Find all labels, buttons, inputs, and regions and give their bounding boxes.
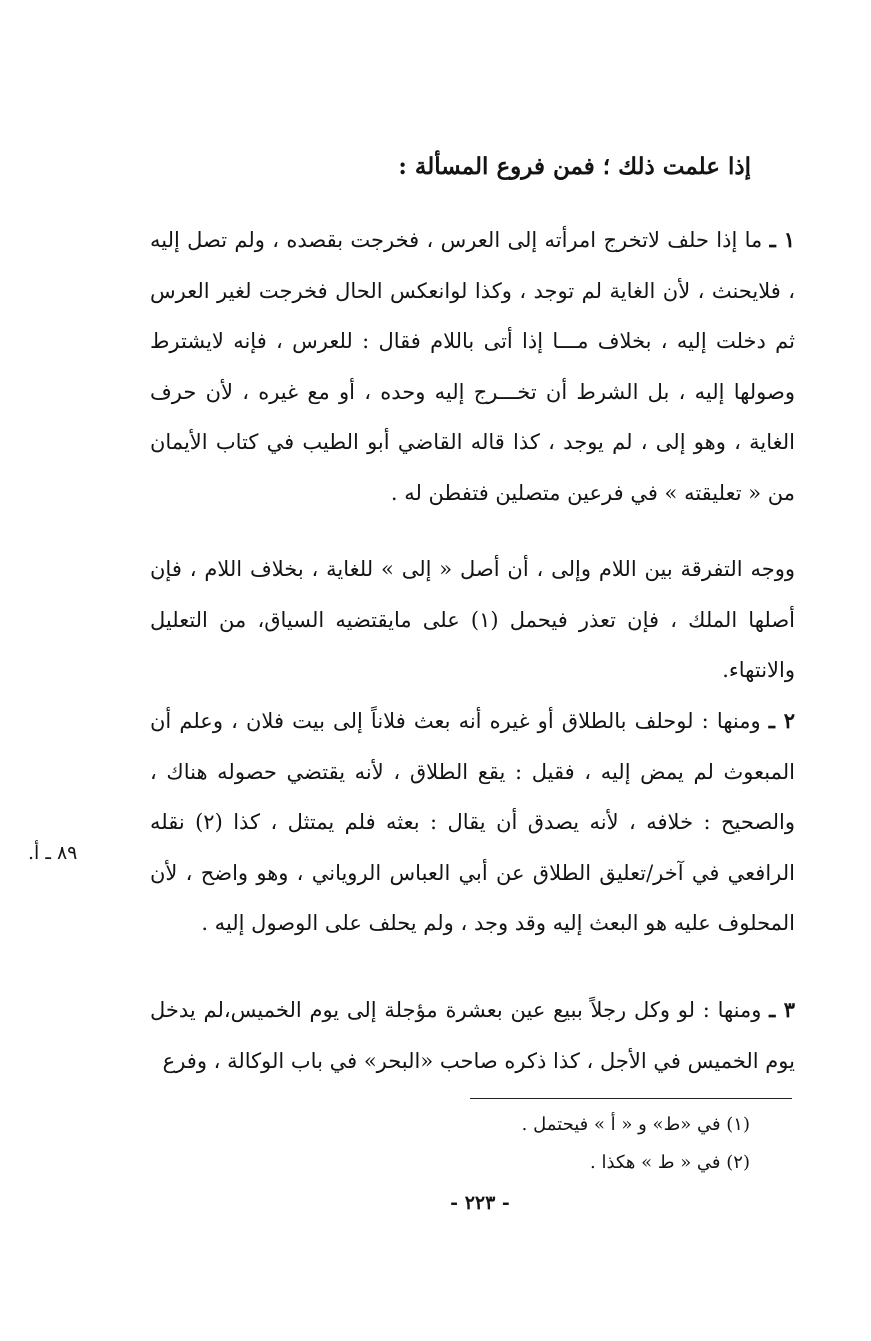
margin-folio-note: ٨٩ ـ أ. — [28, 842, 78, 864]
paragraph-1 — [150, 215, 795, 518]
paragraph-number: ١ ـ — [769, 227, 795, 252]
paragraph-text: ومنها : لو وكل رجلاً ببيع عين بعشرة مؤجلة إلى يوم الخميس،لم يدخل يوم الخميس في الأجل ، كذا ذكره صاحب «البحر» في باب الوكالة ، وفرع — [150, 998, 795, 1073]
paragraph-3 — [150, 696, 795, 949]
paragraph-2 — [150, 544, 795, 696]
footnote-2: (٢) في « ط » هكذا . — [590, 1152, 750, 1173]
footnote-1: (١) في «ط» و « أ » فيحتمل . — [521, 1114, 750, 1135]
paragraph-text: ووجه التفرقة بين اللام وإلى ، أن أصل « إلى » للغاية ، بخلاف اللام ، فإن أصلها الملك ، فإن تعذر فيحمل (١) على مايقتضيه السياق، من التعليل والانتهاء. — [150, 557, 796, 682]
paragraph-number: ٢ ـ — [768, 708, 795, 733]
paragraph-text: ومنها : لوحلف بالطلاق أو غيره أنه بعث فلاناً إلى بيت فلان ، وعلم أن المبعوث لم يمض إليه ، فقيل : يقع الطلاق ، لأنه يقتضي حصوله هناك ، والصحيح : خلافه ، لأنه يصدق أن يقال : بعثه فلم يمتثل ، كذا (٢) نقله الرافعي في آخر/تعليق الطلاق عن أبي العباس الروياني ، وهو واضح ، لأن المحلوف عليه هو البعث إليه وقد وجد ، ولم يحلف على الوصول إليه . — [150, 709, 796, 935]
paragraph-text: ما إذا حلف لاتخرج امرأته إلى العرس ، فخرجت بقصده ، ولم تصل إليه ، فلايحنث ، لأن الغاية لم توجد ، وكذا لوانعكس الحال فخرجت لغير العرس ثم دخلت إليه ، بخلاف مـــا إذا أتى باللام فقال : للعرس ، فإنه لايشترط وصولها إليه ، بل الشرط أن تخـــرج إليه وحده ، أو مع غيره ، لأن حرف الغاية ، وهو إلى ، لم يوجد ، كذا قاله القاضي أبو الطيب في كتاب الأيمان من « تعليقته » في فرعين متصلين فتفطن له . — [150, 228, 795, 505]
page-number: - ٢٢٣ - — [450, 1192, 510, 1214]
footnote-divider — [470, 1098, 792, 1099]
paragraph-4 — [150, 985, 795, 1086]
paragraph-number: ٣ ـ — [769, 997, 795, 1022]
section-heading: إذا علمت ذلك ؛ فمن فروع المسألة : — [398, 153, 751, 180]
